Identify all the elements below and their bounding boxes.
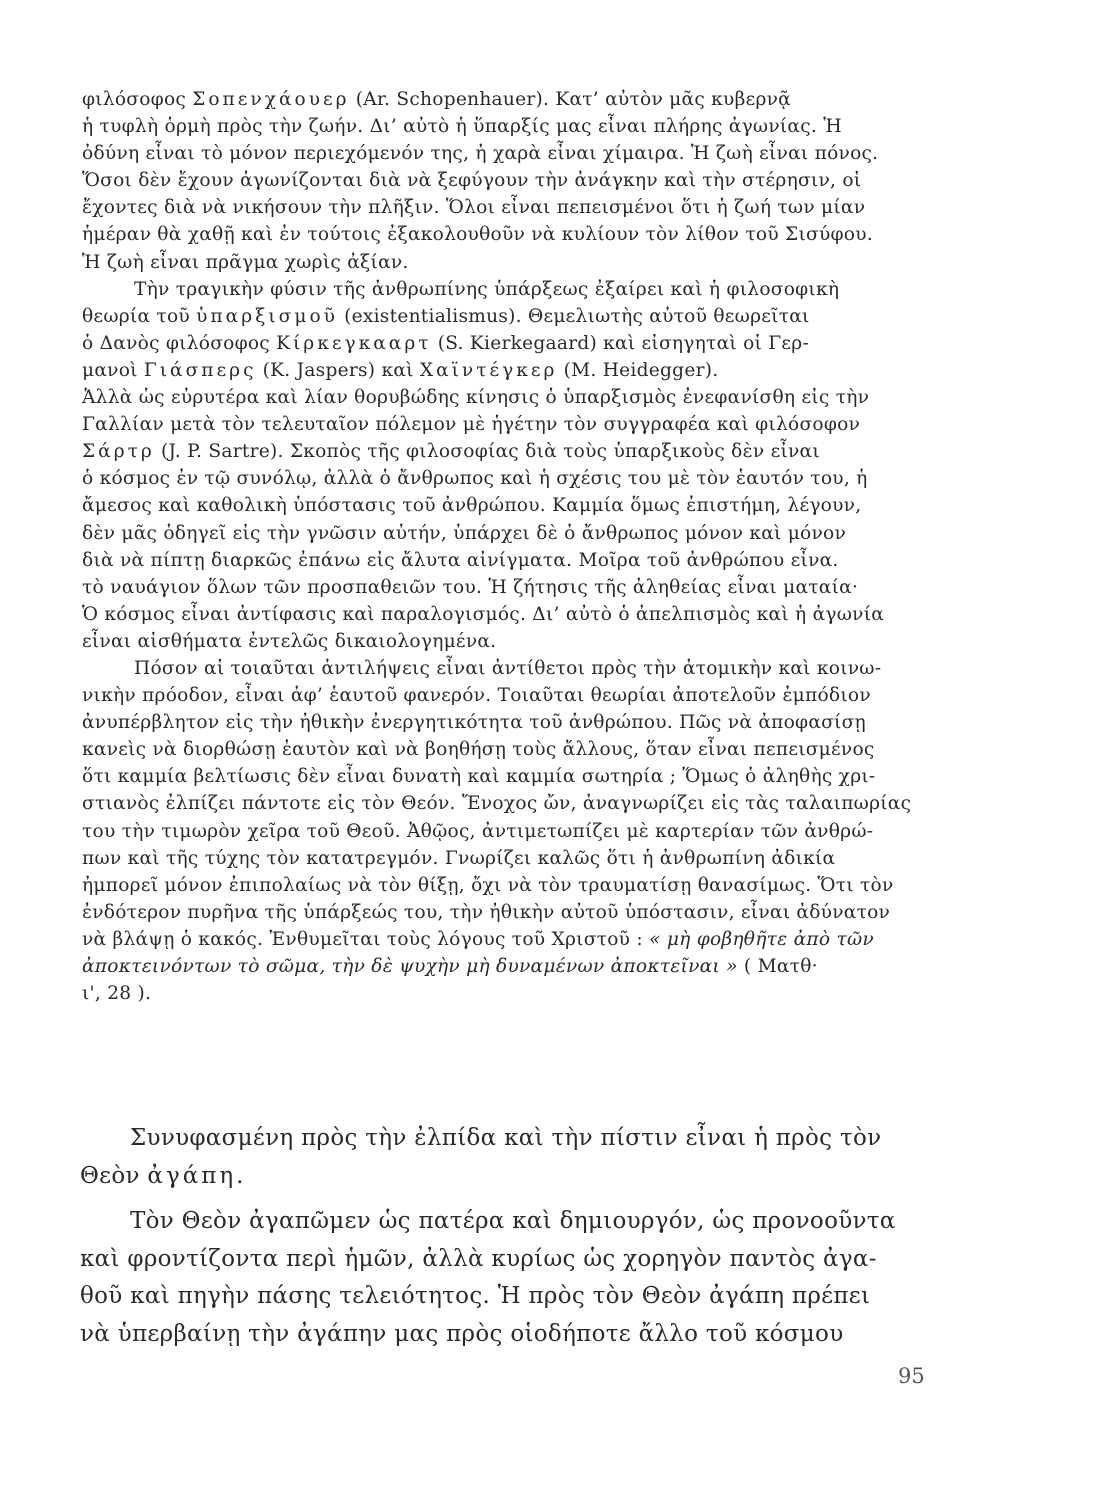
text-run: ὁ Δανὸς φιλόσοφος: [82, 332, 277, 354]
text-run: Θεὸν: [80, 1162, 148, 1189]
text-line: ἄμεσος καὶ καθολικὴ ὑπόστασις τοῦ ἀνθρώπου. Καμμία ὅμως ἐπιστήμη, λέγουν,: [82, 495, 862, 517]
spaced-term: ἀγάπη: [147, 1162, 237, 1189]
text-line: ι', 28 ).: [82, 983, 152, 1005]
text-line: ἔχοντες διὰ νὰ νικήσουν τὴν πλῆξιν. Ὅλοι εἶναι πεπεισμένοι ὅτι ἡ ζωή των μίαν: [82, 197, 866, 219]
text-run: φιλόσοφος: [82, 89, 193, 110]
text-line: διὰ νὰ πίπτῃ διαρκῶς ἐπάνω εἰς ἄλυτα αἰνίγματα. Μοῖρα τοῦ ἀνθρώπου εἶνα.: [82, 549, 839, 571]
text-line: [82, 303, 938, 330]
section-text: [80, 1120, 950, 1353]
text-line: Τὴν τραγικὴν φύσιν τῆς ἀνθρωπίνης ὑπάρξεως ἐξαίρει καὶ ἡ φιλοσοφικὴ: [134, 278, 840, 300]
text-line: [82, 953, 938, 980]
text-line: δὲν μᾶς ὁδηγεῖ εἰς τὴν γνῶσιν αὐτήν, ὑπάρχει δὲ ὁ ἄνθρωπος μόνον καὶ μόνον: [82, 522, 847, 544]
text-line: νὰ ὑπερβαίνῃ τὴν ἀγάπην μας πρὸς οἱοδήποτε ἄλλο τοῦ κόσμου: [80, 1320, 844, 1347]
text-line: [82, 357, 938, 384]
text-run: (Ar. Schopenhauer). Κατ’ αὐτὸν μᾶς κυβερνᾷ: [349, 89, 791, 110]
text-line: στιανὸς ἐλπίζει πάντοτε εἰς τὸν Θεόν. Ἔνοχος ὤν, ἀναγνωρίζει εἰς τὰς ταλαιπωρίας: [82, 793, 912, 815]
spaced-name: Κίρκεγκααρτ: [276, 332, 432, 354]
spaced-name: Σοπενχάουερ: [192, 89, 350, 110]
spaced-name: Σάρτρ: [82, 441, 155, 463]
text-line: τὸ ναυάγιον ὅλων τῶν προσπαθειῶν του. Ἡ ζήτησις τῆς ἀληθείας εἶναι ματαία·: [82, 576, 859, 598]
text-line: ἀνυπέρβλητον εἰς τὴν ἠθικὴν ἐνεργητικότητα τοῦ ἀνθρώπου. Πῶς νὰ ἀποφασίσῃ: [82, 712, 866, 734]
text-line: του τὴν τιμωρὸν χεῖρα τοῦ Θεοῦ. Ἀθῷος, ἀντιμετωπίζει μὲ καρτερίαν τῶν ἀνθρώ-: [82, 820, 874, 842]
text-line: [82, 926, 938, 953]
scripture-quote: ἀποκτεινόντων τὸ σῶμα, τὴν δὲ ψυχὴν μὴ δυναμένων ἀποκτεῖναι »: [82, 956, 738, 977]
text-line: νικὴν πρόοδον, εἶναι ἀφ’ ἑαυτοῦ φανερόν. Τοιαῦται θεωρίαι ἀποτελοῦν ἐμπόδιον: [82, 685, 871, 707]
text-line: ἐνδότερον πυρῆνα τῆς ὑπάρξεώς του, τὴν ἠθικὴν αὐτοῦ ὑπόστασιν, εἶναι ἀδύνατον: [82, 901, 891, 923]
text-run: (S. Kierkegaard) καὶ εἰσηγηταὶ οἱ Γερ-: [431, 332, 809, 354]
text-line: ὁ κόσμος ἐν τῷ συνόλῳ, ἀλλὰ ὁ ἄνθρωπος καὶ ἡ σχέσις του μὲ τὸν ἑαυτόν του, ἡ: [82, 468, 868, 490]
text-line: ὅτι καμμία βελτίωσις δὲν εἶναι δυνατὴ καὶ καμμία σωτηρία ; Ὅμως ὁ ἀληθὴς χρι-: [82, 766, 876, 788]
text-line: Συνυφασμένη πρὸς τὴν ἐλπίδα καὶ τὴν πίστιν εἶναι ἡ πρὸς τὸν: [130, 1125, 882, 1151]
text-run: .: [236, 1162, 244, 1189]
text-run: (J. P. Sartre). Σκοπὸς τῆς φιλοσοφίας διὰ τοὺς ὑπαρξικοὺς δὲν εἶναι: [154, 441, 820, 463]
text-line: εἶναι αἰσθήματα ἐντελῶς δικαιολογημένα.: [82, 630, 497, 652]
text-line: [82, 86, 938, 113]
text-line: Ὁ κόσμος εἶναι ἀντίφασις καὶ παραλογισμός. Δι’ αὐτὸ ὁ ἀπελπισμὸς καὶ ἡ ἀγωνία: [82, 603, 885, 625]
text-line: Ἡ ζωὴ εἶναι πρᾶγμα χωρὶς ἀξίαν.: [82, 251, 409, 273]
text-line: ἡ τυφλὴ ὁρμὴ πρὸς τὴν ζωήν. Δι’ αὐτὸ ἡ ὕπαρξίς μας εἶναι πλήρης ἀγωνίας. Ἡ: [82, 116, 842, 138]
spaced-name: Γιάσπερς: [143, 359, 257, 381]
spaced-name: Χαϊντέγκερ: [419, 359, 558, 381]
text-line: ἠμπορεῖ μόνον ἐπιπολαίως νὰ τὸν θίξῃ, ὄχι νὰ τὸν τραυματίσῃ θανασίμως. Ὅτι τὸν: [82, 874, 894, 896]
text-line: πων καὶ τῆς τύχης τὸν κατατρεγμόν. Γνωρίζει καλῶς ὅτι ἡ ἀνθρωπίνη ἀδικία: [82, 847, 836, 869]
text-line: κανεὶς νὰ διορθώσῃ ἑαυτὸν καὶ νὰ βοηθήσῃ τοὺς ἄλλους, ὅταν εἶναι πεπεισμένος: [82, 739, 875, 761]
text-line: [82, 438, 938, 465]
scripture-quote: « μὴ φοβηθῆτε ἀπὸ τῶν: [649, 928, 874, 950]
text-run: (existentialismus). Θεμελιωτὴς αὐτοῦ θεωρεῖται: [337, 305, 810, 327]
text-line: Πόσον αἱ τοιαῦται ἀντιλήψεις εἶναι ἀντίθετοι πρὸς τὴν ἀτομικὴν καὶ κοινω-: [134, 657, 882, 679]
citation: ( Ματθ·: [737, 956, 818, 977]
text-line: Ἀλλὰ ὡς εὐρυτέρα καὶ λίαν θορυβώδης κίνησις ὁ ὑπαρξισμὸς ἐνεφανίσθη εἰς τὴν: [82, 387, 870, 409]
text-line: [82, 330, 938, 357]
text-run: θεωρία τοῦ: [82, 305, 197, 327]
paragraph-gap: [130, 1195, 950, 1203]
text-line: [80, 1158, 950, 1196]
text-line: Τὸν Θεὸν ἀγαπῶμεν ὡς πατέρα καὶ δημιουργόν, ὡς προνοοῦντα: [130, 1208, 896, 1234]
text-run: μανοὶ: [82, 359, 144, 381]
text-run: (M. Heidegger).: [557, 359, 719, 381]
body-text: [82, 86, 938, 1007]
text-run: (K. Jaspers) καὶ: [256, 359, 420, 381]
spaced-term: ὑπαρξισμοῦ: [196, 305, 338, 327]
text-line: Ὅσοι δὲν ἔχουν ἀγωνίζονται διὰ νὰ ξεφύγουν τὴν ἀνάγκην καὶ τὴν στέρησιν, οἱ: [82, 170, 862, 192]
text-line: θοῦ καὶ πηγὴν πάσης τελειότητος. Ἡ πρὸς τὸν Θεὸν ἀγάπη πρέπει: [80, 1283, 871, 1309]
text-line: ἡμέραν θὰ χαθῇ καὶ ἐν τούτοις ἐξακολουθοῦν νὰ κυλίουν τὸν λίθον τοῦ Σισύφου.: [82, 224, 873, 246]
text-line: Γαλλίαν μετὰ τὸν τελευταῖον πόλεμον μὲ ἡγέτην τὸν συγγραφέα καὶ φιλόσοφον: [82, 414, 861, 436]
text-line: καὶ φροντίζοντα περὶ ἡμῶν, ἀλλὰ κυρίως ὡς χορηγὸν παντὸς ἀγα-: [80, 1245, 877, 1272]
text-line: ὀδύνη εἶναι τὸ μόνον περιεχόμενόν της, ἡ χαρὰ εἶναι χίμαιρα. Ἡ ζωὴ εἶναι πόνος.: [82, 143, 879, 165]
text-run: νὰ βλάψῃ ὁ κακός. Ἐνθυμεῖται τοὺς λόγους τοῦ Χριστοῦ :: [82, 928, 650, 950]
page-number: 95: [898, 1364, 925, 1388]
